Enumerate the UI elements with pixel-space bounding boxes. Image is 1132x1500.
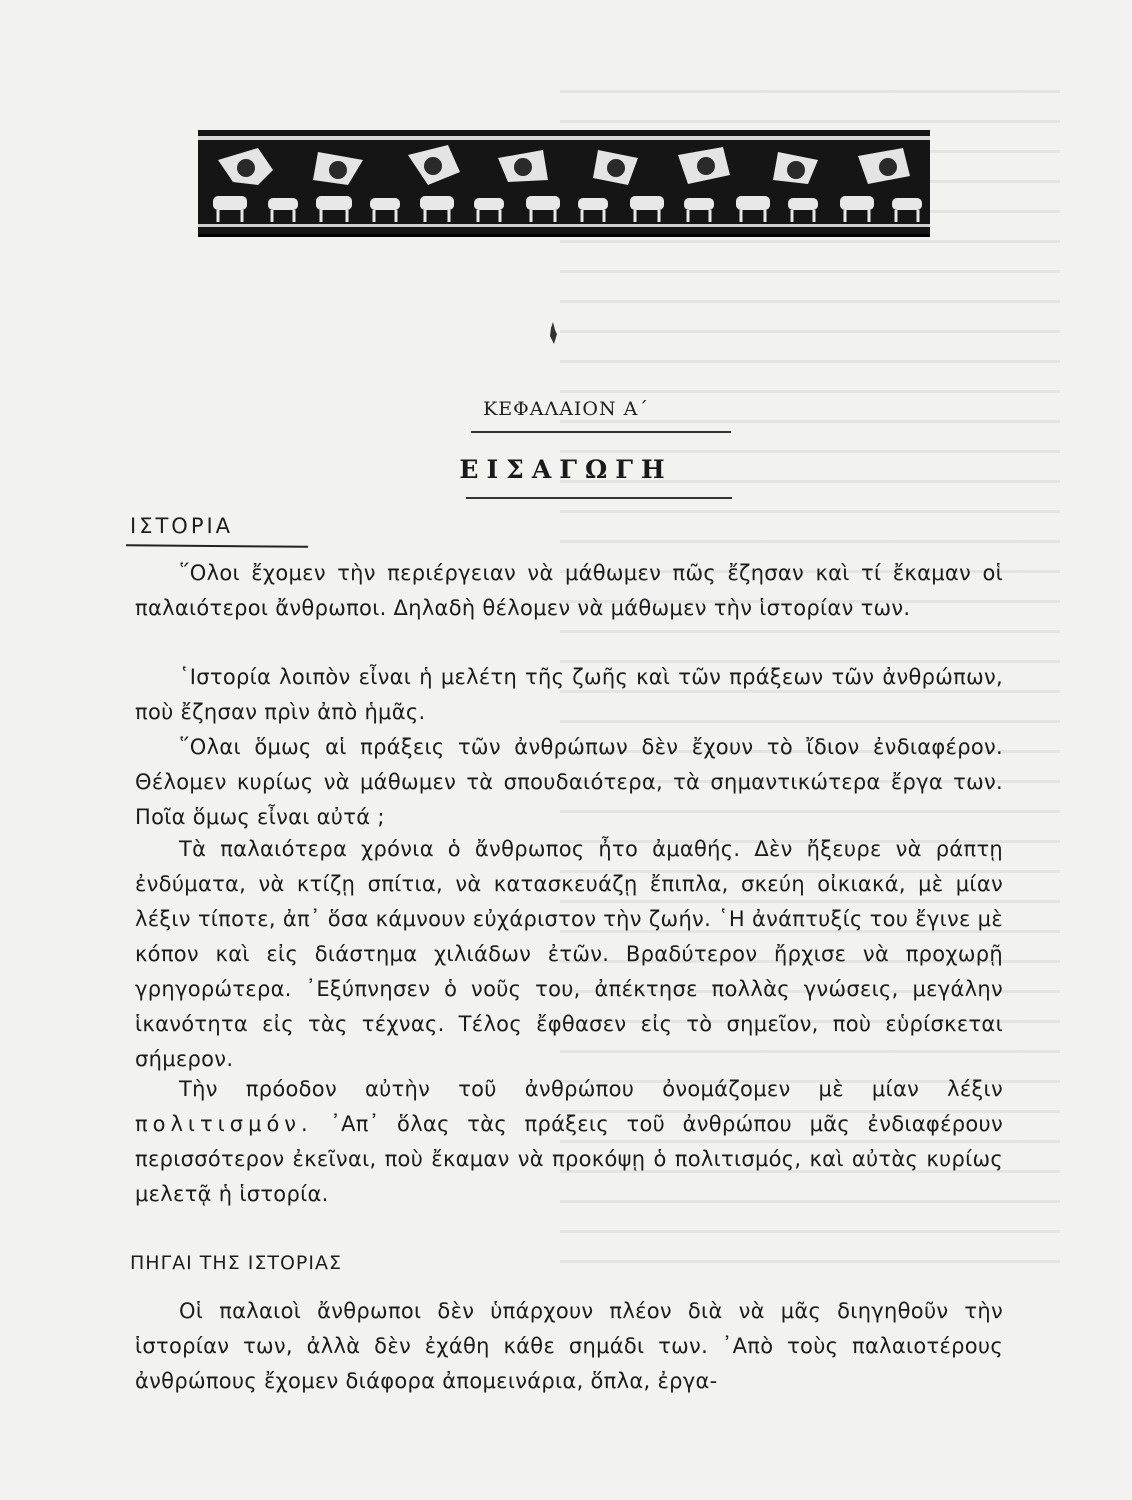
decorative-frieze-image [198, 130, 930, 237]
paragraph-5-start: Τὴν πρόοδον αὐτὴν τοῦ ἀνθρώπου ὀνομάζομεν μὲ μίαν λέξιν [179, 1077, 1003, 1101]
chapter-label: ΚΕΦΑΛΑΙΟΝ Α΄ [483, 398, 649, 420]
paragraph-1: ῞Ολοι ἔχομεν τὴν περιέργειαν νὰ μάθωμεν πῶς ἔζησαν καὶ τί ἔκαμαν οἱ παλαιότεροι ἄνθρωποι. Δηλαδὴ θέλομεν νὰ μάθωμεν τὴν ἱστορίαν των. [135, 561, 1003, 620]
paragraph-5-rest: ᾿Απ᾿ ὅλας τὰς πράξεις τοῦ ἀνθρώπου μᾶς ἐνδιαφέρουν περισσότερον ἐκεῖναι, ποὺ ἔκαμαν νὰ προκόψῃ ὁ πολιτισμός, καὶ αὐτὰς κυρίως μελετᾷ ἡ ἱστορία. [135, 1112, 1004, 1206]
paragraph-6: Οἱ παλαιοὶ ἄνθρωποι δὲν ὑπάρχουν πλέον διὰ νὰ μᾶς διηγηθοῦν τὴν ἱστορίαν των, ἀλλὰ δὲν ἐχάθη κάθε σημάδι των. ᾿Απὸ τοὺς παλαιοτέρους ἀνθρώπους ἔχομεν διάφορα ἀπομεινάρια, ὅπλα, ἐργα- [135, 1299, 1003, 1393]
section-heading-underline [126, 544, 308, 548]
chapter-divider-top [471, 431, 731, 433]
chapter-divider-bottom [466, 497, 732, 499]
section-heading-history: ΙΣΤΟΡΙΑ [130, 514, 234, 538]
ink-mark-icon [548, 322, 558, 344]
frieze-illustration [198, 130, 930, 234]
section-heading-sources: ΠΗΓΑΙ ΤΗΣ ΙΣΤΟΡΙΑΣ [130, 1252, 342, 1274]
paragraph-5 [135, 1072, 1003, 1212]
emphasis-civilization: πολιτισμόν. [135, 1112, 313, 1136]
paragraph-2: ῾Ιστορία λοιπὸν εἶναι ἡ μελέτη τῆς ζωῆς καὶ τῶν πράξεων τῶν ἀνθρώπων, ποὺ ἔζησαν πρὶν ἀπὸ ἡμᾶς. [135, 665, 1003, 724]
paragraph-4: Τὰ παλαιότερα χρόνια ὁ ἄνθρωπος ἦτο ἀμαθής. Δὲν ἤξευρε νὰ ράπτῃ ἐνδύματα, νὰ κτίζῃ σπίτια, νὰ κατασκευάζῃ ἔπιπλα, σκεύη οἰκιακά, μὲ μίαν λέξιν τίποτε, ἀπ᾿ ὅσα κάμνουν εὐχάριστον τὴν ζωήν. ῾Η ἀνάπτυξίς του ἔγινε μὲ κόπον καὶ εἰς διάστημα χιλιάδων ἐτῶν. Βραδύτερον ἤρχισε νὰ προχωρῇ γρηγορώτερα. ᾿Εξύπνησεν ὁ νοῦς του, ἀπέκτησε πολλὰς γνώσεις, μεγάλην ἱκανότητα εἰς τὰς τέχνας. Τέλος ἔφθασεν εἰς τὸ σημεῖον, ποὺ εὑρίσκεται σήμερον. [135, 837, 1003, 1071]
chapter-title: ΕΙΣΑΓΩΓΗ [459, 455, 673, 484]
paragraph-3: ῞Ολαι ὅμως αἱ πράξεις τῶν ἀνθρώπων δὲν ἔχουν τὸ ἴδιον ἐνδιαφέρον. Θέλομεν κυρίως νὰ μάθωμεν τὰ σπουδαιότερα, τὰ σημαντικώτερα ἔργα των. Ποῖα ὅμως εἶναι αὐτά ; [135, 735, 1003, 829]
